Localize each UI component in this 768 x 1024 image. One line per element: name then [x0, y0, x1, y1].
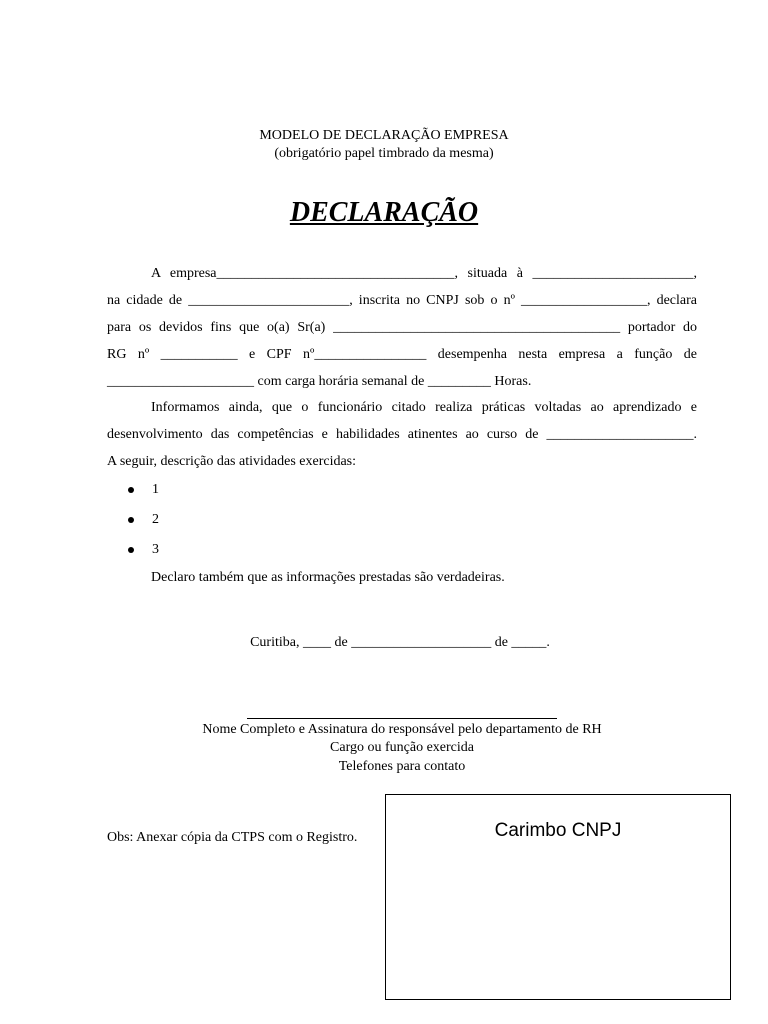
paragraph-line: RG nº ___________ e CPF nº________________ desempenha nesta empresa a função de	[107, 347, 697, 362]
place-date-line: Curitiba, ____ de ____________________ de _____.	[250, 635, 550, 650]
signature-name-label: Nome Completo e Assinatura do responsável pelo departamento de RH	[202, 722, 602, 737]
page-title: DECLARAÇÃO	[289, 197, 479, 228]
paragraph-line: Informamos ainda, que o funcionário citado realiza práticas voltadas ao aprendizado e	[151, 400, 697, 415]
paragraph-line: na cidade de _______________________, inscrita no CNPJ sob o nº __________________, declara	[107, 293, 697, 308]
bullet-icon	[128, 547, 134, 553]
paragraph-line: desenvolvimento das competências e habilidades atinentes ao curso de _____________________.	[107, 427, 697, 442]
paragraph-line: _____________________ com carga horária semanal de _________ Horas.	[107, 374, 532, 389]
stamp-box	[385, 794, 731, 1000]
paragraph-line: para os devidos fins que o(a) Sr(a) _________________________________________ portador do	[107, 320, 697, 335]
signature-phone-label: Telefones para contato	[338, 759, 466, 774]
signature-role-label: Cargo ou função exercida	[330, 740, 474, 755]
stamp-label: Carimbo CNPJ	[494, 820, 622, 841]
list-item-label: 1	[152, 482, 159, 497]
bullet-icon	[128, 517, 134, 523]
document-model-title: MODELO DE DECLARAÇÃO EMPRESA	[259, 128, 509, 143]
paragraph-line: Declaro também que as informações prestadas são verdadeiras.	[151, 570, 505, 585]
list-item-label: 2	[152, 512, 159, 527]
list-item-label: 3	[152, 542, 159, 557]
signature-line	[247, 718, 557, 719]
document-model-subtitle: (obrigatório papel timbrado da mesma)	[274, 146, 494, 161]
paragraph-line: A seguir, descrição das atividades exercidas:	[107, 454, 357, 469]
paragraph-line: A empresa__________________________________, situada à _______________________,	[151, 266, 697, 281]
obs-note: Obs: Anexar cópia da CTPS com o Registro.	[107, 830, 358, 845]
bullet-icon	[128, 487, 134, 493]
